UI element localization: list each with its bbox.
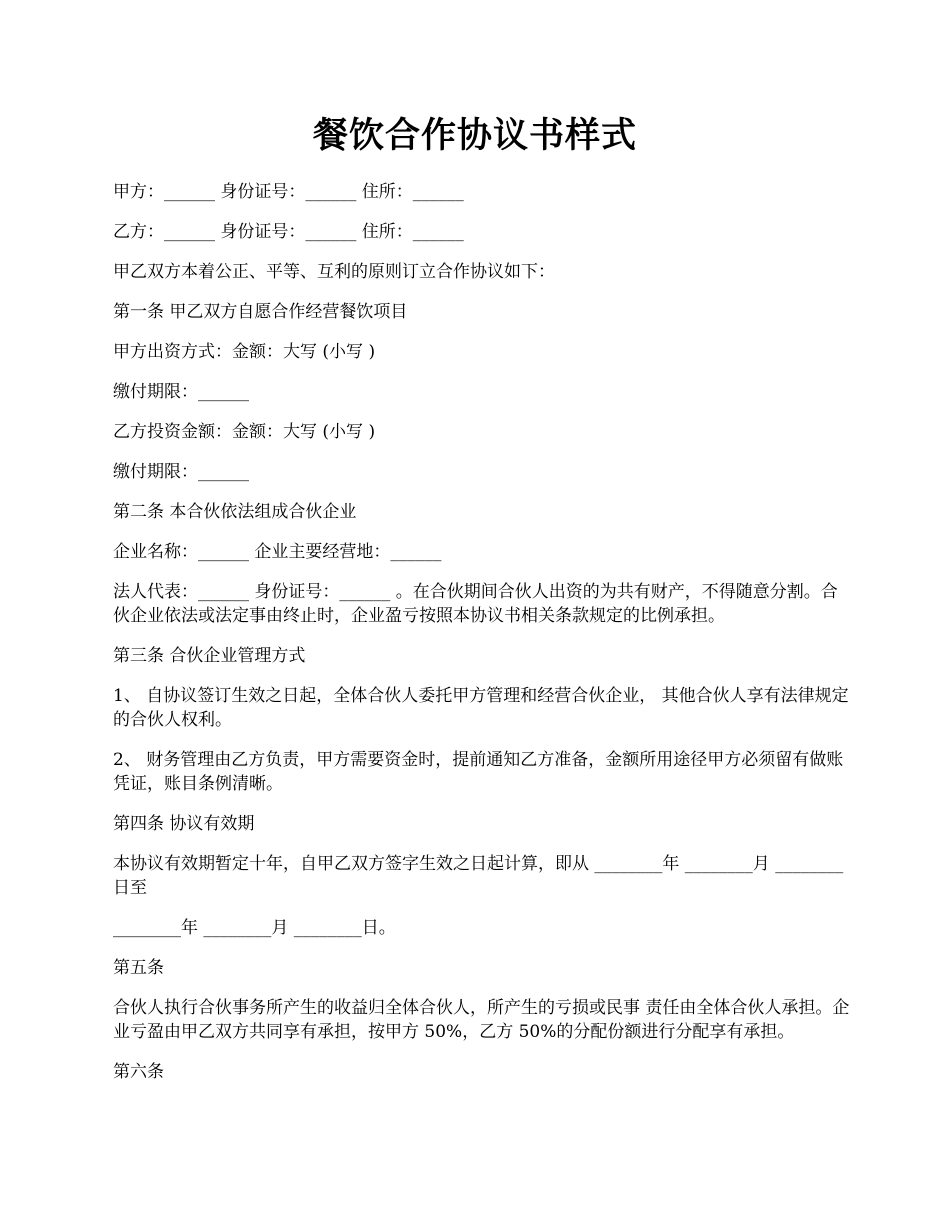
article-5-heading: 第五条: [113, 958, 164, 978]
document-body: [113, 180, 853, 1100]
profit-loss-clause: 合伙人执行合伙事务所产生的收益归全体合伙人，所产生的亏损或民事 责任由全体合伙人承担。企业亏盈由甲乙双方共同享有承担，按甲方 50%，乙方 50%的分配份额进行分配享有承担。: [113, 998, 850, 1042]
legal-rep-clause: 法人代表：______ 身份证号：______ 。在合伙期间合伙人出资的为共有财产，不得随意分割。合伙企业依法或法定事由终止时，企业盈亏按照本协议书相关条款规定的比例承担。: [113, 582, 838, 626]
party-a-info: 甲方：______ 身份证号：______ 住所：______: [113, 182, 464, 202]
party-a-payment-deadline: 缴付期限：______: [113, 382, 249, 402]
party-b-investment: 乙方投资金额：金额：大写 (小写 ): [113, 422, 376, 442]
article-1-heading: 第一条 甲乙双方自愿合作经营餐饮项目: [113, 302, 408, 322]
article-6-heading: 第六条: [113, 1062, 164, 1082]
article-3-heading: 第三条 合伙企业管理方式: [113, 646, 306, 666]
validity-period-end: ________年 ________月 ________日。: [113, 918, 396, 938]
party-b-payment-deadline: 缴付期限：______: [113, 462, 249, 482]
article-4-heading: 第四条 协议有效期: [113, 814, 255, 834]
company-info: 企业名称：______ 企业主要经营地：______: [113, 542, 442, 562]
party-a-investment: 甲方出资方式：金额：大写 (小写 ): [113, 342, 376, 362]
validity-period-start: 本协议有效期暂定十年，自甲乙双方签字生效之日起计算，即从 ________年 ________月 ________日至: [113, 854, 844, 898]
management-clause-1: 1、 自协议签订生效之日起，全体合伙人委托甲方管理和经营合伙企业， 其他合伙人享有法律规定的合伙人权利。: [113, 686, 849, 730]
preamble: 甲乙双方本着公正、平等、互利的原则订立合作协议如下：: [113, 262, 555, 282]
party-b-info: 乙方：______ 身份证号：______ 住所：______: [113, 222, 464, 242]
article-2-heading: 第二条 本合伙依法组成合伙企业: [113, 502, 357, 522]
document-title: 餐饮合作协议书样式: [312, 115, 637, 156]
management-clause-2: 2、 财务管理由乙方负责，甲方需要资金时，提前通知乙方准备，金额所用途径甲方必须留有做账凭证，账目条例清晰。: [113, 750, 844, 794]
